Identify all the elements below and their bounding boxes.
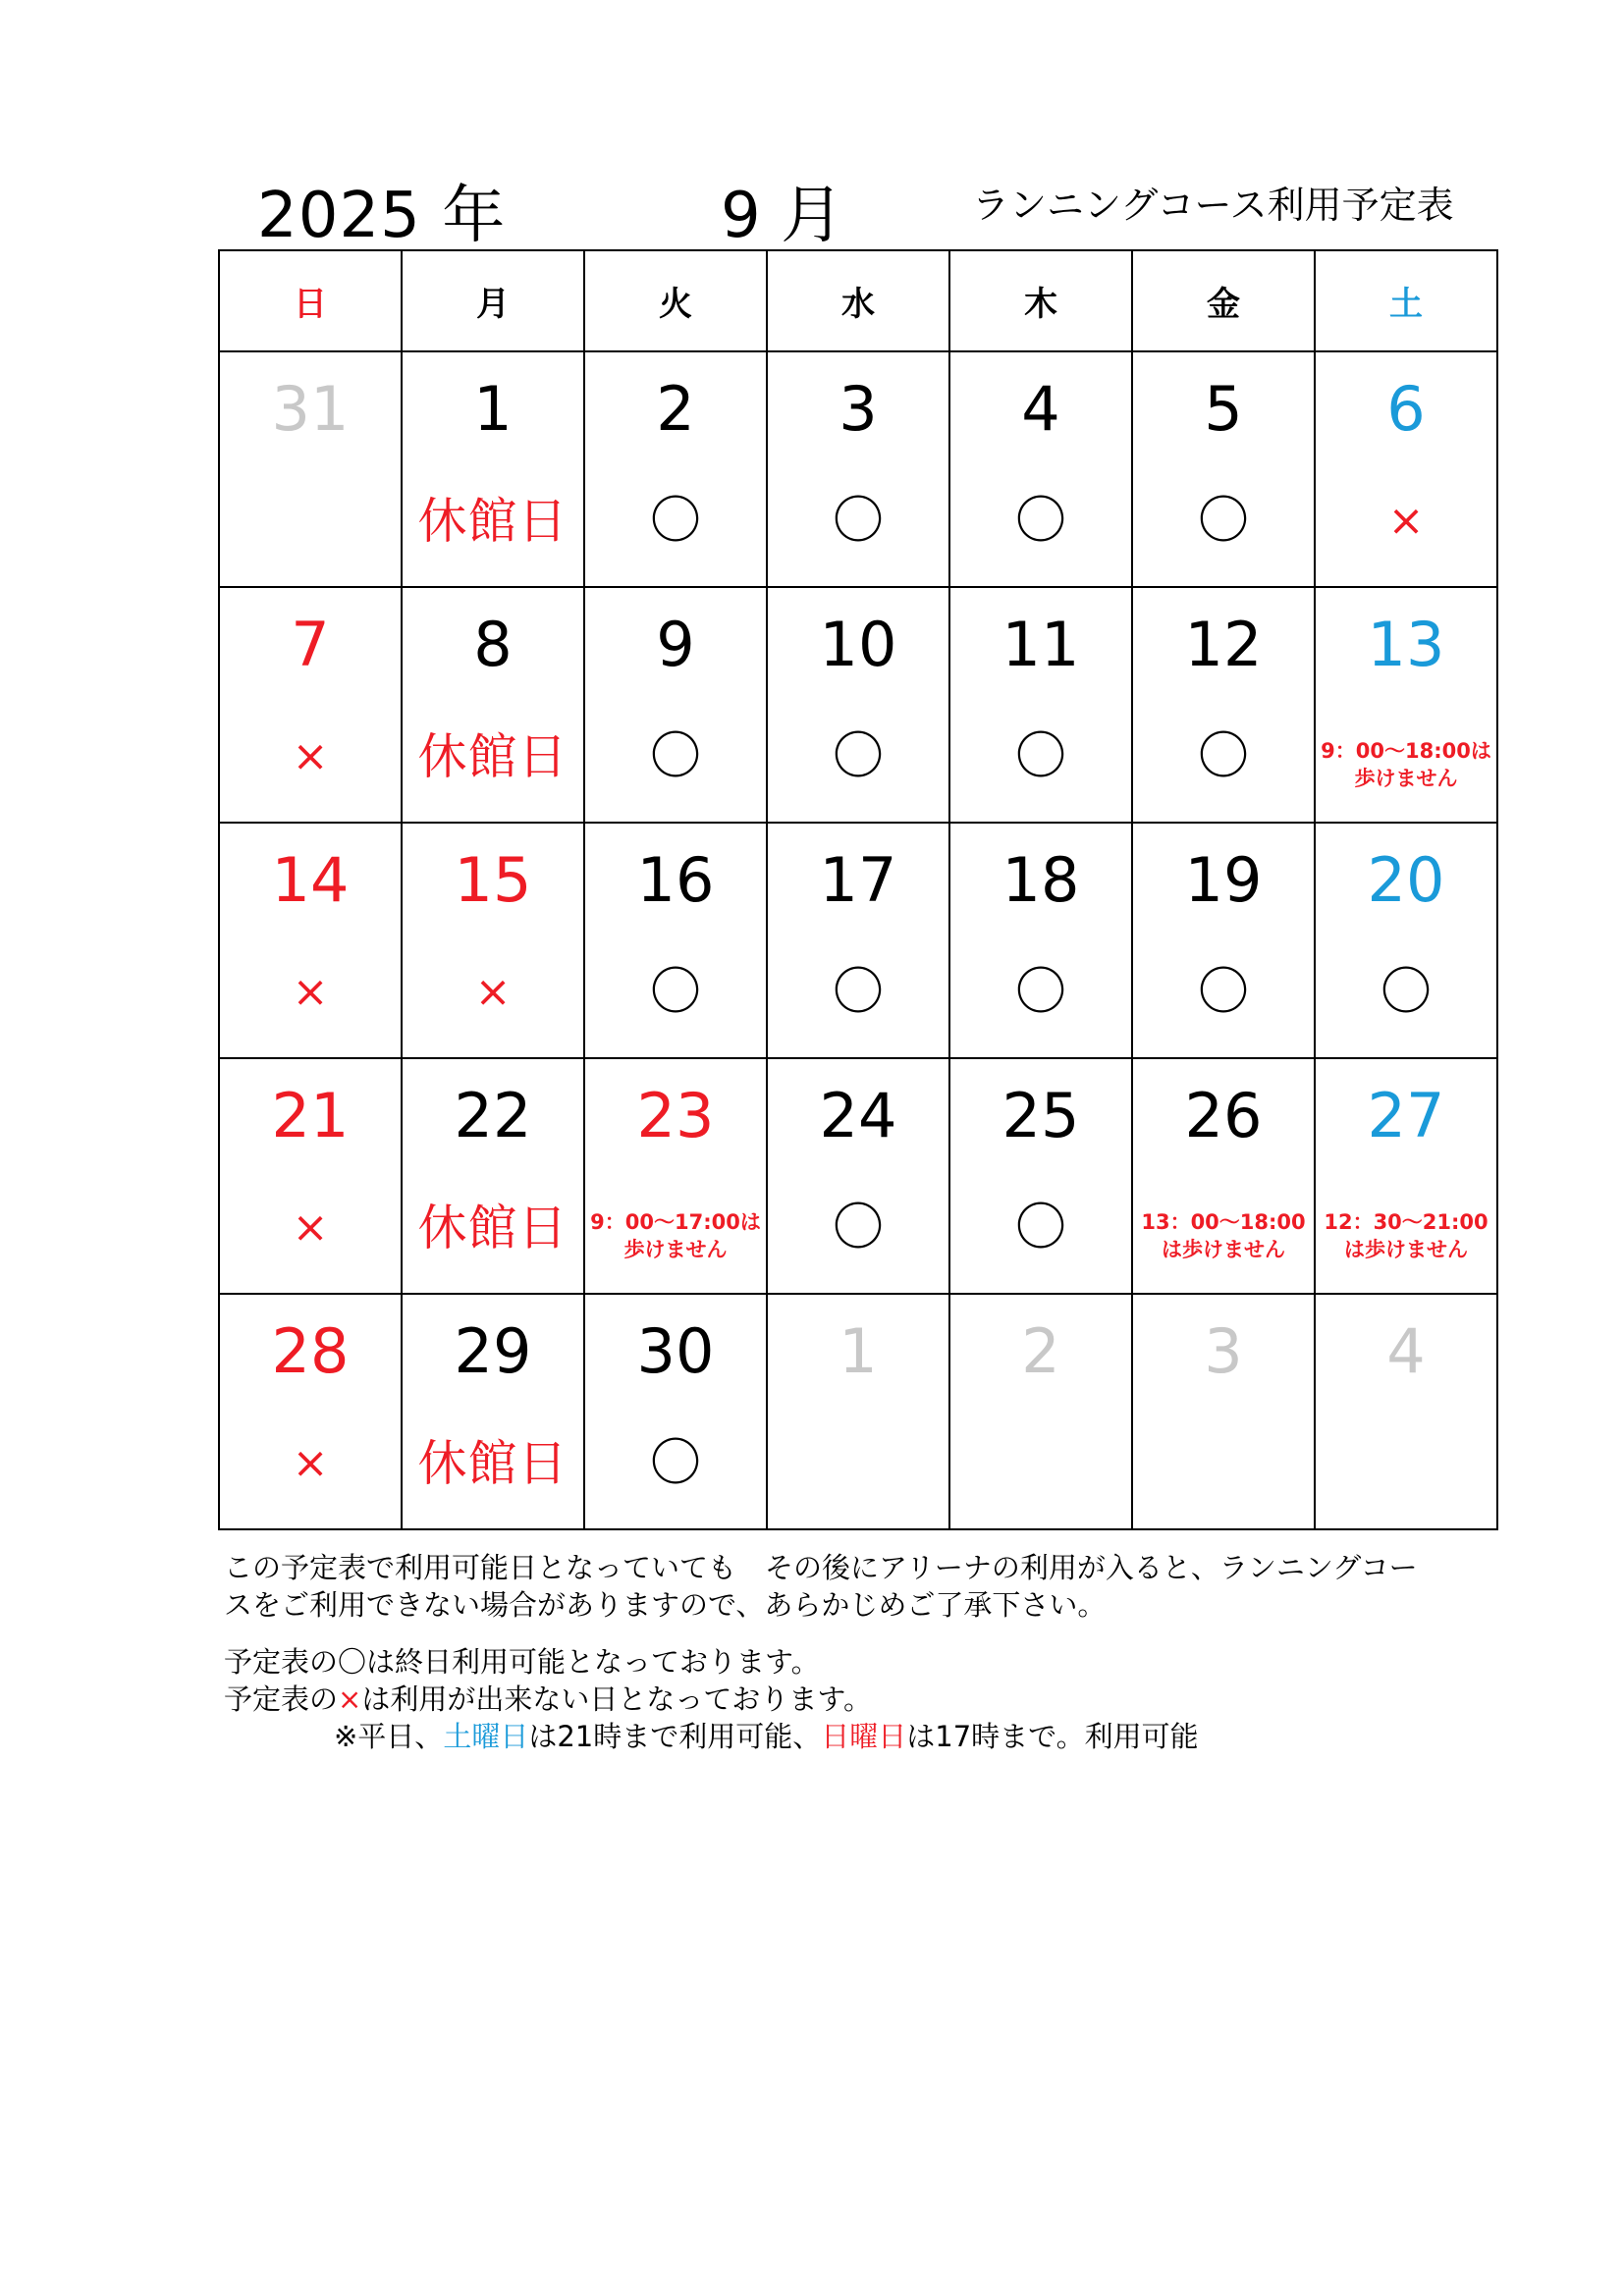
day-number: 14: [271, 844, 350, 916]
day-cell: [584, 587, 767, 823]
note-text: は21時まで利用可能、: [528, 1720, 822, 1753]
day-cell: [1132, 587, 1315, 823]
available-mark: 〇: [1197, 727, 1249, 786]
available-mark: 〇: [649, 963, 701, 1022]
day-number: 8: [473, 609, 513, 680]
day-number: 29: [454, 1315, 532, 1387]
unavailable-mark: ×: [292, 967, 329, 1017]
day-cell: [219, 351, 402, 587]
day-number: 25: [1001, 1080, 1080, 1151]
unavailable-mark: ×: [474, 967, 512, 1017]
day-cell: [767, 823, 949, 1058]
available-mark: 〇: [832, 492, 884, 551]
unavailable-mark: ×: [1387, 496, 1425, 546]
calendar-header: [218, 157, 1494, 252]
available-mark: 〇: [649, 727, 701, 786]
note-line: [224, 1718, 1500, 1755]
closed-day-label: 休館日: [417, 728, 568, 785]
day-cell: [1315, 1058, 1497, 1294]
available-mark: 〇: [1197, 963, 1249, 1022]
day-number: 17: [819, 844, 897, 916]
weekday-header: 水: [767, 250, 949, 351]
day-cell: [584, 823, 767, 1058]
day-cell: [584, 1058, 767, 1294]
day-number: 19: [1184, 844, 1263, 916]
note-text: は17時まで。利用可能: [906, 1720, 1199, 1753]
closed-day-label: 休館日: [417, 1200, 568, 1256]
note-text: ※平日、: [334, 1720, 444, 1753]
week-row: [219, 823, 1497, 1058]
day-number: 9: [656, 609, 695, 680]
weekday-header-row: [219, 250, 1497, 351]
note-line: この予定表で利用可能日となっていても その後にアリーナの利用が入ると、ランニングコー: [224, 1551, 1418, 1584]
week-row: [219, 1294, 1497, 1529]
day-number: 31: [271, 373, 350, 445]
day-number: 16: [636, 844, 715, 916]
day-cell: [1132, 823, 1315, 1058]
cross-legend-mark: ×: [338, 1682, 362, 1716]
day-cell: [402, 823, 584, 1058]
day-cell: [949, 823, 1132, 1058]
day-number: 6: [1386, 373, 1426, 445]
day-cell: [1315, 823, 1497, 1058]
weekday-header: 金: [1132, 250, 1315, 351]
closed-day-label: 休館日: [417, 1435, 568, 1492]
day-cell: [767, 1294, 949, 1529]
day-number: 30: [636, 1315, 715, 1387]
day-cell: [767, 351, 949, 587]
available-mark: 〇: [832, 727, 884, 786]
day-cell: [219, 1058, 402, 1294]
restriction-note: 13：00～18:00 は歩けません: [1141, 1210, 1306, 1261]
day-number: 4: [1386, 1315, 1426, 1387]
year-label: 2025 年: [257, 180, 507, 252]
weekday-header: 月: [402, 250, 584, 351]
weekday-header: 土: [1315, 250, 1497, 351]
note-text: 予定表の: [224, 1682, 339, 1716]
day-number: 26: [1184, 1080, 1263, 1151]
day-number: 11: [1001, 609, 1080, 680]
week-row: [219, 351, 1497, 587]
available-mark: 〇: [649, 492, 701, 551]
day-cell: [1315, 351, 1497, 587]
calendar-table: [218, 249, 1498, 1530]
day-number: 4: [1021, 373, 1060, 445]
day-number: 27: [1367, 1080, 1445, 1151]
unavailable-mark: ×: [292, 1202, 329, 1253]
day-cell: [402, 351, 584, 587]
day-cell: [1315, 587, 1497, 823]
week-row: [219, 587, 1497, 823]
day-cell: [584, 351, 767, 587]
available-mark: 〇: [1197, 492, 1249, 551]
day-number: 10: [819, 609, 897, 680]
day-cell: [949, 351, 1132, 587]
day-cell: [949, 587, 1132, 823]
available-mark: 〇: [832, 963, 884, 1022]
day-cell: [584, 1294, 767, 1529]
day-number: 1: [473, 373, 513, 445]
day-number: 7: [291, 609, 330, 680]
day-cell: [949, 1294, 1132, 1529]
sunday-label: 日曜日: [821, 1720, 907, 1753]
day-number: 5: [1204, 373, 1243, 445]
available-mark: 〇: [832, 1199, 884, 1257]
week-row: [219, 1058, 1497, 1294]
day-number: 22: [454, 1080, 532, 1151]
available-mark: 〇: [1014, 492, 1066, 551]
day-cell: [1132, 1294, 1315, 1529]
day-number: 18: [1001, 844, 1080, 916]
weekday-header: 火: [584, 250, 767, 351]
day-cell: [767, 587, 949, 823]
day-number: 3: [839, 373, 878, 445]
unavailable-mark: ×: [292, 1438, 329, 1488]
day-cell: [402, 1058, 584, 1294]
unavailable-mark: ×: [292, 731, 329, 781]
calendar-body: [219, 351, 1497, 1529]
restriction-note: 9：00～17:00は 歩けません: [590, 1210, 761, 1261]
day-cell: [767, 1058, 949, 1294]
day-number: 28: [271, 1315, 350, 1387]
note-line: [224, 1681, 1500, 1718]
available-mark: 〇: [1380, 963, 1432, 1022]
day-number: 15: [454, 844, 532, 916]
day-number: 12: [1184, 609, 1263, 680]
closed-day-label: 休館日: [417, 493, 568, 550]
available-mark: 〇: [1014, 727, 1066, 786]
restriction-note: 9：00～18:00は 歩けません: [1321, 739, 1491, 790]
note-text: は利用が出来ない日となっております。: [361, 1682, 873, 1716]
day-cell: [1315, 1294, 1497, 1529]
day-cell: [219, 823, 402, 1058]
day-number: 24: [819, 1080, 897, 1151]
day-cell: [219, 1294, 402, 1529]
day-cell: [1132, 351, 1315, 587]
day-cell: [949, 1058, 1132, 1294]
weekday-header: 木: [949, 250, 1132, 351]
day-number: 3: [1204, 1315, 1243, 1387]
day-number: 23: [636, 1080, 715, 1151]
saturday-label: 土曜日: [443, 1720, 529, 1753]
note-line: スをご利用できない場合がありますので、あらかじめご了承下さい。: [224, 1588, 1107, 1622]
schedule-title: ランニングコース利用予定表: [972, 184, 1454, 227]
day-cell: [1132, 1058, 1315, 1294]
available-mark: 〇: [1014, 1199, 1066, 1257]
day-number: 2: [1021, 1315, 1060, 1387]
day-cell: [402, 587, 584, 823]
day-number: 21: [271, 1080, 350, 1151]
day-cell: [402, 1294, 584, 1529]
day-cell: [219, 587, 402, 823]
day-number: 20: [1367, 844, 1445, 916]
available-mark: 〇: [649, 1434, 701, 1493]
notes-section: [224, 1549, 1500, 1755]
restriction-note: 12：30～21:00 は歩けません: [1324, 1210, 1489, 1261]
available-mark: 〇: [1014, 963, 1066, 1022]
day-number: 1: [839, 1315, 878, 1387]
day-number: 2: [656, 373, 695, 445]
weekday-header: 日: [219, 250, 402, 351]
month-label: 9 月: [721, 180, 844, 252]
note-line: 予定表の〇は終日利用可能となっております。: [224, 1645, 820, 1679]
day-number: 13: [1367, 609, 1445, 680]
